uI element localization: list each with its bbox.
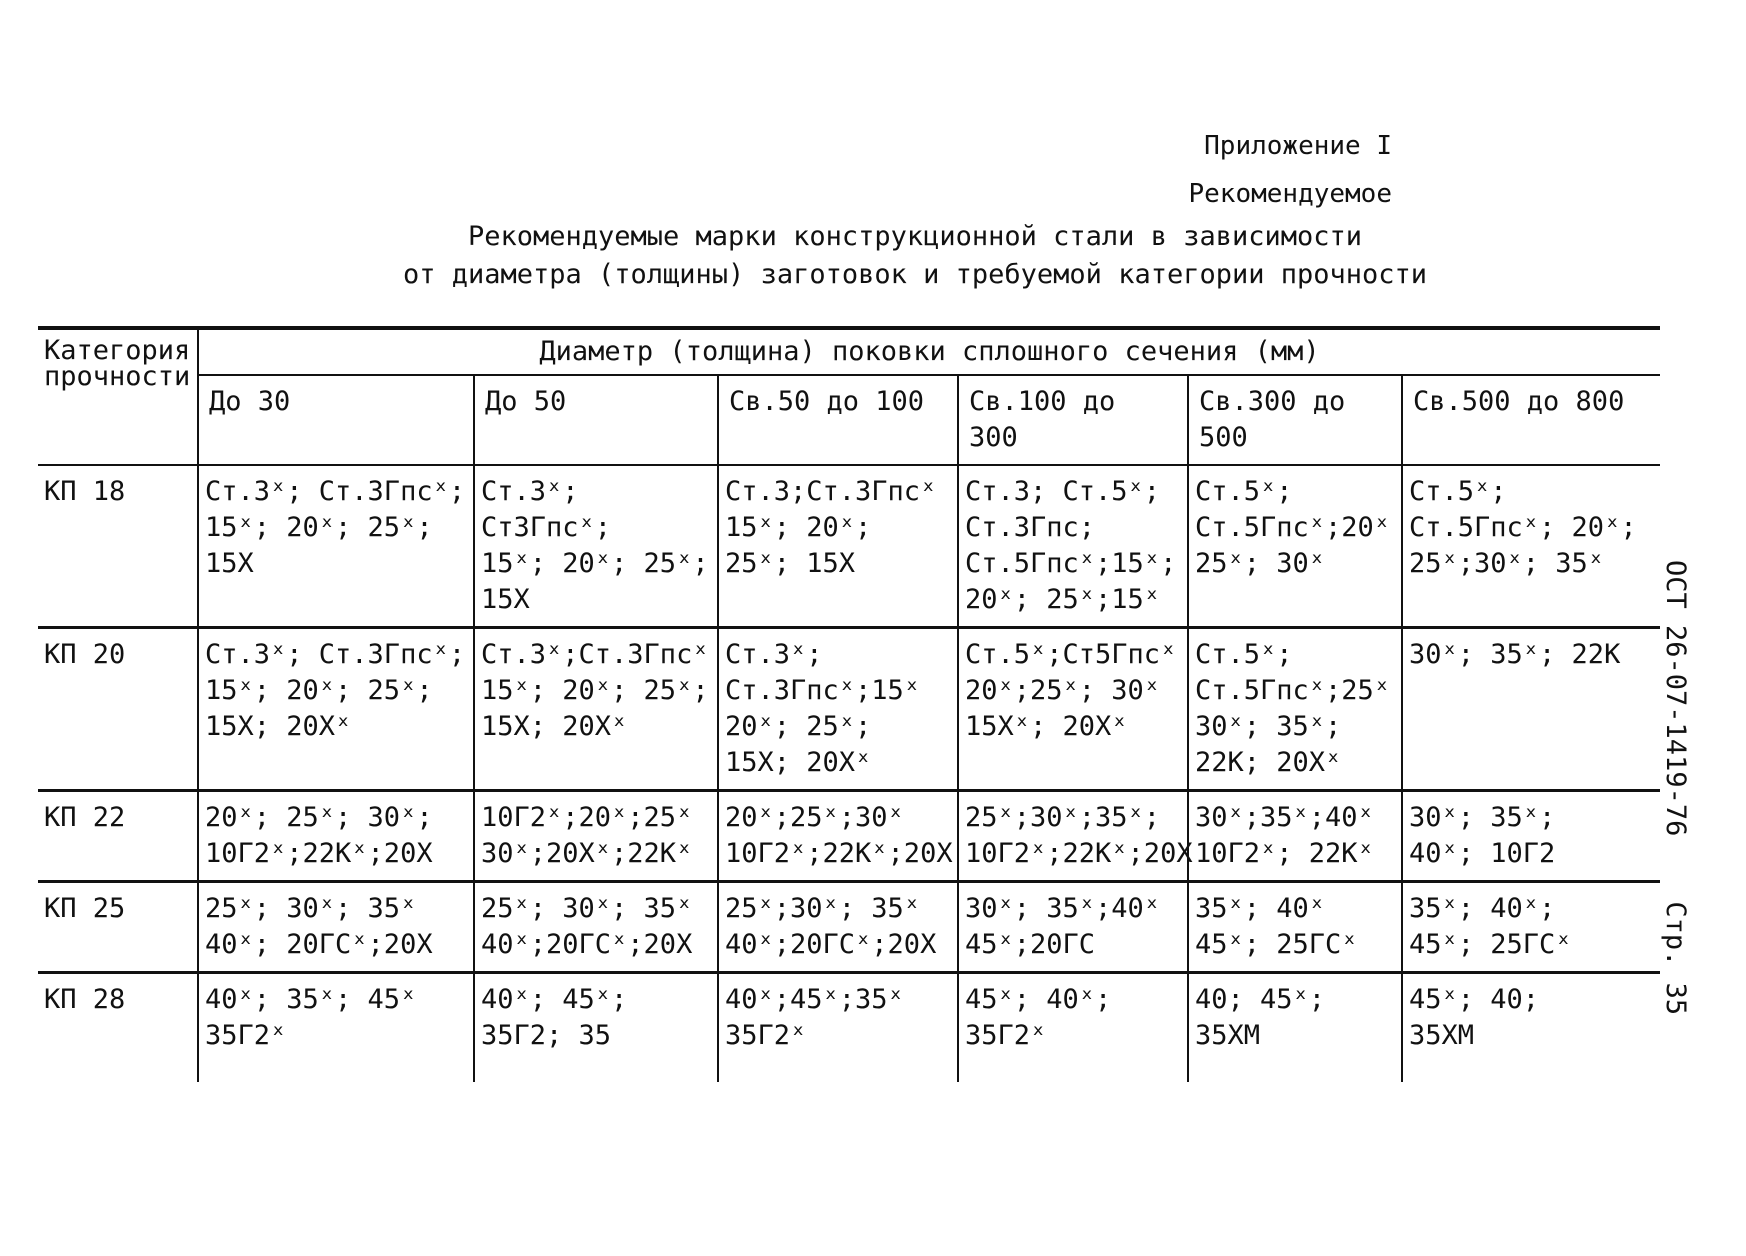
table-row (38, 628, 1660, 791)
category-cell: КП 18 (38, 465, 198, 628)
grade-cell: 30ˣ;35ˣ;40ˣ 10Г2ˣ; 22Кˣ (1188, 791, 1402, 882)
grade-cell: Ст.5ˣ;Ст5Гпсˣ 20ˣ;25ˣ; 30ˣ 15Хˣ; 20Хˣ (958, 628, 1188, 791)
side-document-code: ОСТ 26-07-1419-76 Стр. 35 (1660, 560, 1691, 1016)
grade-cell: 35ˣ; 40ˣ; 45ˣ; 25ГСˣ (1402, 882, 1660, 973)
grade-cell: 40ˣ; 35ˣ; 45ˣ 35Г2ˣ (198, 973, 474, 1083)
column-header: До 50 (474, 375, 718, 465)
category-cell: КП 20 (38, 628, 198, 791)
grade-cell: 30ˣ; 35ˣ; 22К (1402, 628, 1660, 791)
table-row (38, 973, 1660, 1083)
grade-cell: Ст.5ˣ; Ст.5Гпсˣ;25ˣ 30ˣ; 35ˣ; 22К; 20Хˣ (1188, 628, 1402, 791)
category-cell: КП 22 (38, 791, 198, 882)
table-row (38, 791, 1660, 882)
column-header: Св.500 до 800 (1402, 375, 1660, 465)
column-header: Св.100 до 300 (958, 375, 1188, 465)
grade-cell: 40ˣ; 45ˣ; 35Г2; 35 (474, 973, 718, 1083)
grade-cell: Ст.5ˣ; Ст.5Гпсˣ;20ˣ 25ˣ; 30ˣ (1188, 465, 1402, 628)
grade-cell: Ст.3;Ст.3Гпсˣ 15ˣ; 20ˣ; 25ˣ; 15Х (718, 465, 958, 628)
grade-cell: 35ˣ; 40ˣ 45ˣ; 25ГСˣ (1188, 882, 1402, 973)
grade-cell: 30ˣ; 35ˣ;40ˣ 45ˣ;20ГС (958, 882, 1188, 973)
title-line-2: от диаметра (толщины) заготовок и требуемой категории прочности (402, 259, 1428, 290)
grade-cell: 25ˣ; 30ˣ; 35ˣ 40ˣ;20ГСˣ;20Х (474, 882, 718, 973)
column-header: Св.50 до 100 (718, 375, 958, 465)
category-header: Категория прочности (38, 328, 198, 465)
steel-grades-table (38, 326, 1660, 1082)
title-line-1: Рекомендуемые марки конструкционной стали в зависимости (467, 221, 1363, 252)
grade-cell: Ст.5ˣ; Ст.5Гпсˣ; 20ˣ; 25ˣ;30ˣ; 35ˣ (1402, 465, 1660, 628)
column-header: Св.300 до 500 (1188, 375, 1402, 465)
grade-cell: 40ˣ;45ˣ;35ˣ 35Г2ˣ (718, 973, 958, 1083)
grade-cell: Ст.3ˣ; Ст.3Гпсˣ; 15ˣ; 20ˣ; 25ˣ; 15Х (198, 465, 474, 628)
grade-cell: Ст.3ˣ;Ст.3Гпсˣ 15ˣ; 20ˣ; 25ˣ; 15Х; 20Хˣ (474, 628, 718, 791)
grade-cell: 25ˣ;30ˣ;35ˣ; 10Г2ˣ;22Кˣ;20Х (958, 791, 1188, 882)
category-cell: КП 28 (38, 973, 198, 1083)
grade-cell: 45ˣ; 40ˣ; 35Г2ˣ (958, 973, 1188, 1083)
grade-cell: 25ˣ; 30ˣ; 35ˣ 40ˣ; 20ГСˣ;20Х (198, 882, 474, 973)
table-row (38, 465, 1660, 628)
grade-cell: Ст.3ˣ; Ст.3Гпсˣ;15ˣ 20ˣ; 25ˣ; 15Х; 20Хˣ (718, 628, 958, 791)
grade-cell: 20ˣ;25ˣ;30ˣ 10Г2ˣ;22Кˣ;20Х (718, 791, 958, 882)
diameter-group-header: Диаметр (толщина) поковки сплошного сечения (мм) (198, 328, 1660, 375)
grade-cell: Ст.3ˣ; Ст.3Гпсˣ; 15ˣ; 20ˣ; 25ˣ; 15Х; 20Хˣ (198, 628, 474, 791)
table-row (38, 882, 1660, 973)
appendix-header (1189, 122, 1393, 218)
appendix-status: Рекомендуемое (1188, 179, 1392, 209)
grade-cell: 20ˣ; 25ˣ; 30ˣ; 10Г2ˣ;22Кˣ;20Х (198, 791, 474, 882)
appendix-label: Приложение I (1204, 131, 1392, 161)
grade-cell: 40; 45ˣ; 35ХМ (1188, 973, 1402, 1083)
document-title (360, 218, 1470, 294)
grade-cell: 25ˣ;30ˣ; 35ˣ 40ˣ;20ГСˣ;20Х (718, 882, 958, 973)
grade-cell: Ст.3; Ст.5ˣ; Ст.3Гпс; Ст.5Гпсˣ;15ˣ; 20ˣ; 25ˣ;15ˣ (958, 465, 1188, 628)
grade-cell: 10Г2ˣ;20ˣ;25ˣ 30ˣ;20Хˣ;22Кˣ (474, 791, 718, 882)
column-header: До 30 (198, 375, 474, 465)
grade-cell: Ст.3ˣ; Ст3Гпсˣ; 15ˣ; 20ˣ; 25ˣ; 15Х (474, 465, 718, 628)
category-cell: КП 25 (38, 882, 198, 973)
grade-cell: 45ˣ; 40; 35ХМ (1402, 973, 1660, 1083)
grade-cell: 30ˣ; 35ˣ; 40ˣ; 10Г2 (1402, 791, 1660, 882)
